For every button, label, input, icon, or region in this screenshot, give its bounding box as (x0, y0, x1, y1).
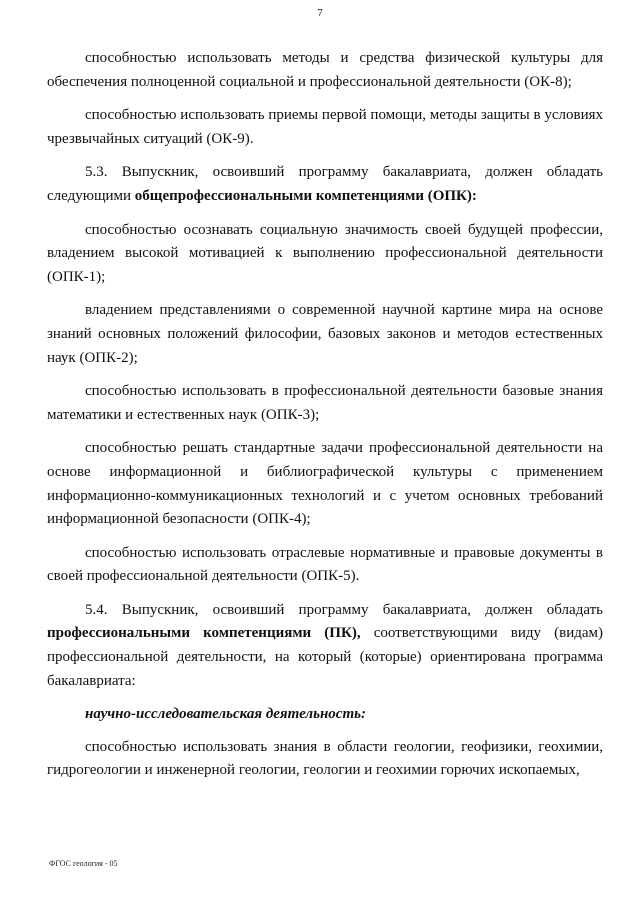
paragraph-5-4-tail: соответствующими виду (видам) профессиональной деятельности, на который (которые) ориентирована программа бакалавриата: (47, 625, 603, 689)
research-activity-heading (47, 703, 603, 727)
paragraph-5-4 (47, 599, 603, 693)
paragraph-research: способностью использовать знания в области геологии, геофизики, геохимии, гидрогеологии и инженерной геологии, геологии и геохимии горючих ископаемых, (47, 738, 603, 779)
research-heading-text: научно-исследовательская деятельность: (85, 706, 366, 723)
paragraph-opk1: способностью осознавать социальную значимость своей будущей профессии, владением высокой мотивацией к выполнению профессиональной деятельности (ОПК-1); (47, 221, 603, 285)
opk-heading-bold: общепрофессиональными компетенциями (ОПК): (134, 187, 477, 204)
paragraph-5-3-text: 5.3. Выпускник, освоивший программу бакалавриата, должен обладать следующими (47, 164, 603, 204)
paragraph-ok8: способностью использовать методы и средства физической культуры для обеспечения полноценной социальной и профессиональной деятельности (ОК-8); (47, 50, 603, 90)
paragraph-opk3: способностью использовать в профессиональной деятельности базовые знания математики и естественных наук (ОПК-3); (47, 383, 603, 423)
paragraph-5-4-text: 5.4. Выпускник, освоивший программу бакалавриата, должен обладать (85, 601, 603, 618)
pk-heading-bold: профессиональными компетенциями (ПК), (47, 625, 361, 642)
paragraph-opk2: владением представлениями о современной научной картине мира на основе знаний основных положений философии, базовых законов и методов естественных наук (ОПК-2); (47, 302, 603, 366)
document-body (47, 47, 603, 793)
page-number: 7 (317, 7, 323, 19)
footer-label: ФГОС геология - 05 (49, 859, 118, 868)
paragraph-opk5: способностью использовать отраслевые нормативные и правовые документы в своей профессиональной деятельности (ОПК-5). (47, 544, 603, 585)
paragraph-opk4: способностью решать стандартные задачи профессиональной деятельности на основе информационной и библиографической культуры с применением информационно-коммуникационных технологий и с учетом основных требований информационной безопасности (ОПК-4); (47, 440, 603, 528)
paragraph-5-3 (47, 161, 603, 208)
paragraph-ok9: способностью использовать приемы первой помощи, методы защиты в условиях чрезвычайных ситуаций (ОК-9). (47, 107, 603, 147)
